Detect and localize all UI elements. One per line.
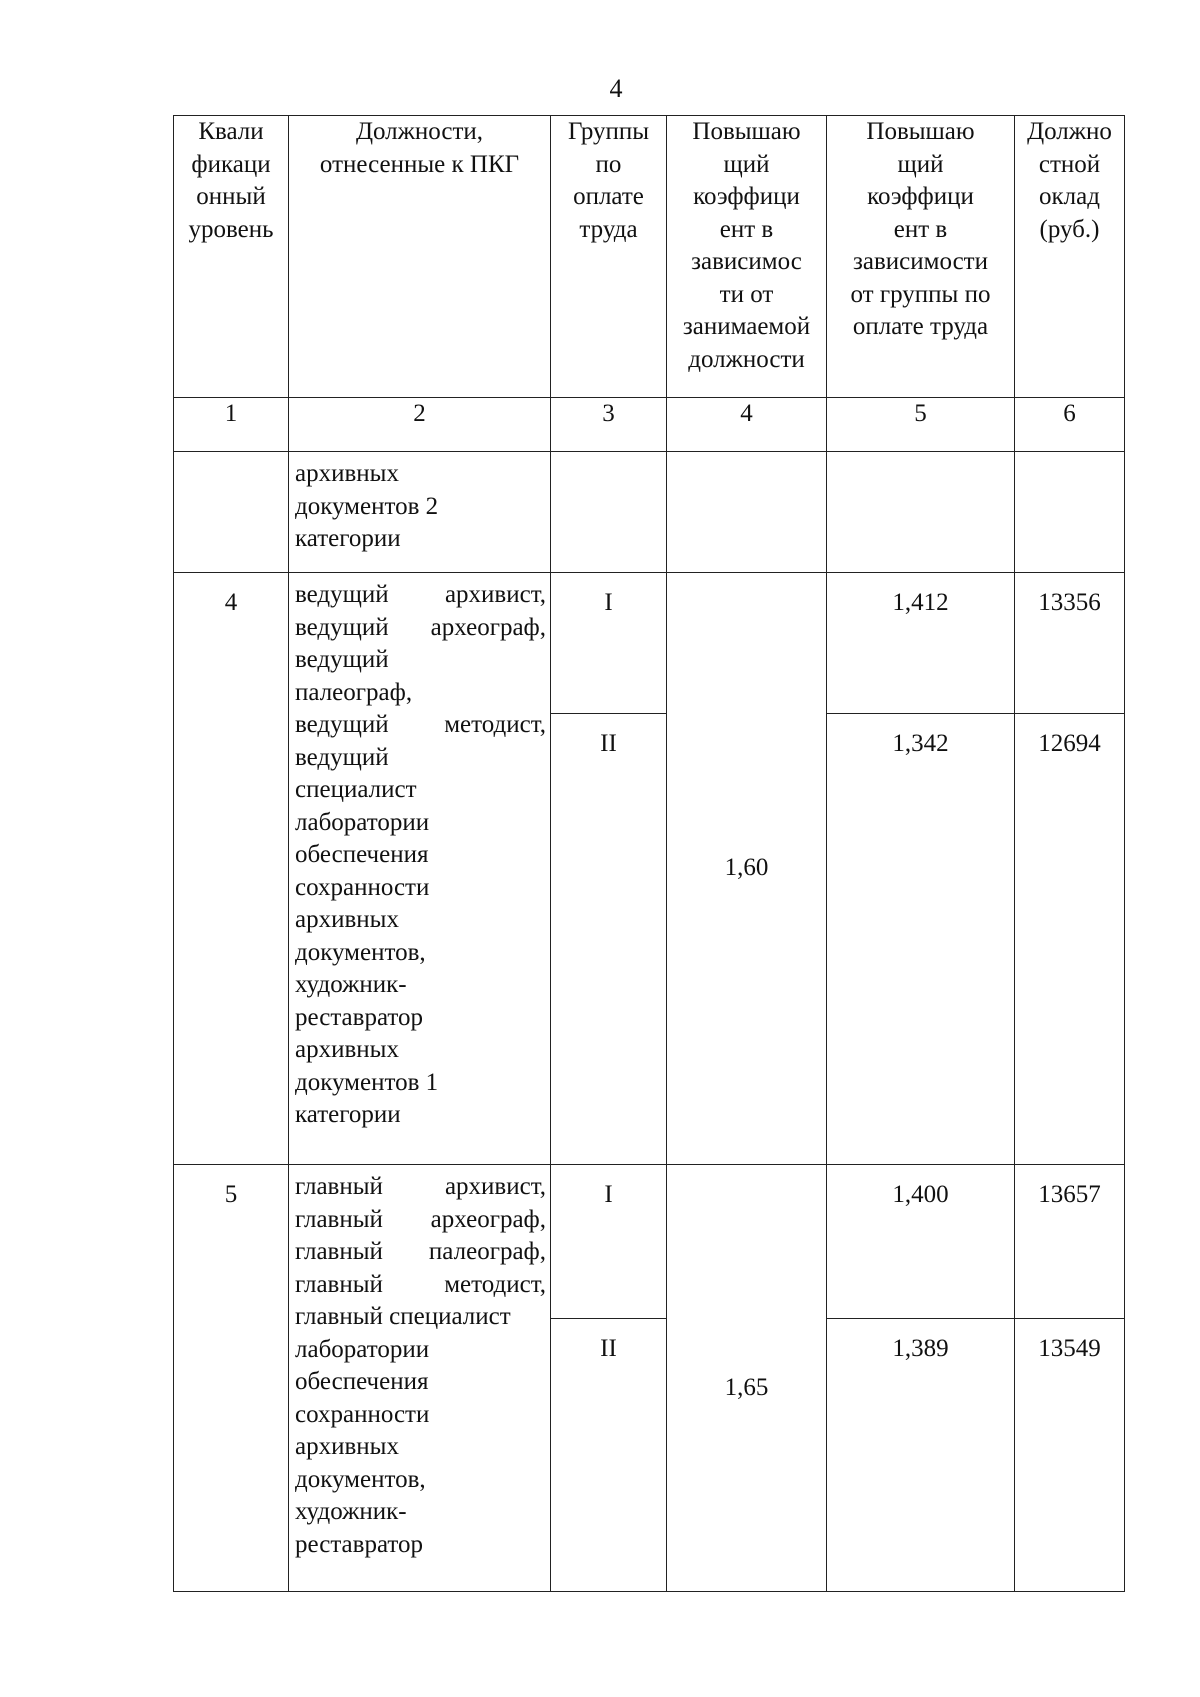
text-line: зависимости [853,248,988,275]
text-line: ведущий методист, [295,711,546,738]
salary-cell: 13356 [1015,573,1125,714]
text-line: коэффици [867,183,974,210]
text-line: лаборатории [295,808,430,836]
text-line: занимаемой [682,313,811,340]
text-line: ент в [719,215,774,243]
level-4-row-group-1 [174,573,1125,714]
text-line: Повышаю [866,118,975,145]
text-line: реставратор [295,1003,423,1031]
text-line: оплате [573,183,644,210]
text-line: категории [295,1101,401,1128]
col-number: 5 [827,398,1015,452]
salary-table [173,115,1125,1592]
text-line: художник- [295,1498,407,1525]
text-line: от группы по [850,280,991,308]
text-line: отнесенные к ПКГ [319,150,520,178]
text-line: должности [688,345,805,373]
pay-group-cell: I [551,573,667,714]
salary-cell: 12694 [1015,714,1125,1165]
text-line: оклад [1039,183,1100,210]
coef-group-cell: 1,400 [827,1165,1015,1319]
text-line: щий [897,150,944,178]
text-line: зависимос [691,248,802,275]
text-line: Группы [567,118,650,145]
qual-level-cell: 5 [174,1165,289,1592]
header-qual-level [174,116,289,398]
text-line: фикаци [191,150,271,178]
pay-group-cell: I [551,1165,667,1319]
text-line: главный археограф, [295,1205,546,1233]
text-line: документов, [295,938,426,966]
text-line: Должности, [355,118,484,145]
pay-group-cell: II [551,1319,667,1592]
text-line: Повышаю [692,118,801,145]
col-number: 3 [551,398,667,452]
header-positions [289,116,551,398]
qual-level-cell: 4 [174,573,289,1165]
text-line: уровень [188,215,274,243]
column-numbers-row [174,398,1125,452]
text-line: сохранности [295,1400,430,1428]
text-line: документов 2 [295,492,439,520]
text-line: обеспечения [295,841,429,868]
text-line: Квали [198,118,264,145]
text-line: стной [1038,150,1101,178]
col-number: 1 [174,398,289,452]
header-row [174,116,1125,398]
text-line: труда [579,215,638,243]
text-line: Должно [1027,118,1112,145]
text-line: ведущий археограф, [295,613,546,641]
text-line: архивных [295,460,399,487]
text-line: ведущий [295,646,389,673]
text-line: специалист [295,776,417,803]
header-coef-group [827,116,1015,398]
text-line: документов, [295,1465,426,1493]
continuation-row [174,452,1125,573]
text-line: палеограф, [295,678,413,706]
text-line: обеспечения [295,1368,429,1395]
text-line: главный методист, [295,1270,546,1298]
pay-group-cell: II [551,714,667,1165]
text-line: категории [295,525,401,552]
text-line: ти от [719,280,774,308]
header-coef-position [667,116,827,398]
col-number: 2 [289,398,551,452]
coef-position-cell: 1,60 [667,573,827,1165]
text-line: ент в [893,215,948,243]
page-number: 4 [609,74,623,103]
text-line: по [595,150,622,178]
text-line: реставратор [295,1530,423,1558]
text-line: онный [196,183,266,210]
coef-group-cell: 1,412 [827,573,1015,714]
text-line: ведущий архивист, [295,581,546,608]
header-salary [1015,116,1125,398]
col-number: 6 [1015,398,1125,452]
text-line: документов 1 [295,1068,439,1096]
coef-group-cell: 1,389 [827,1319,1015,1592]
level-5-row-group-1 [174,1165,1125,1319]
text-line: ведущий [295,743,389,771]
text-line: щий [723,150,770,178]
salary-cell: 13549 [1015,1319,1125,1592]
text-line: (руб.) [1039,215,1100,243]
text-line: главный палеограф, [295,1238,546,1265]
text-line: лаборатории [295,1335,430,1363]
text-line: архивных [295,906,399,933]
coef-position-cell: 1,65 [667,1165,827,1592]
text-line: главный специалист [295,1303,511,1330]
salary-cell: 13657 [1015,1165,1125,1319]
text-line: художник- [295,971,407,998]
text-line: архивных [295,1433,399,1460]
positions-cell [289,573,551,1165]
text-line: архивных [295,1036,399,1063]
positions-cell [289,1165,551,1592]
text-line: сохранности [295,873,430,901]
coef-group-cell: 1,342 [827,714,1015,1165]
text-line: коэффици [693,183,800,210]
text-line: главный архивист, [295,1173,546,1200]
text-line: оплате труда [852,313,989,340]
header-pay-groups [551,116,667,398]
col-number: 4 [667,398,827,452]
positions-cell [289,452,551,573]
